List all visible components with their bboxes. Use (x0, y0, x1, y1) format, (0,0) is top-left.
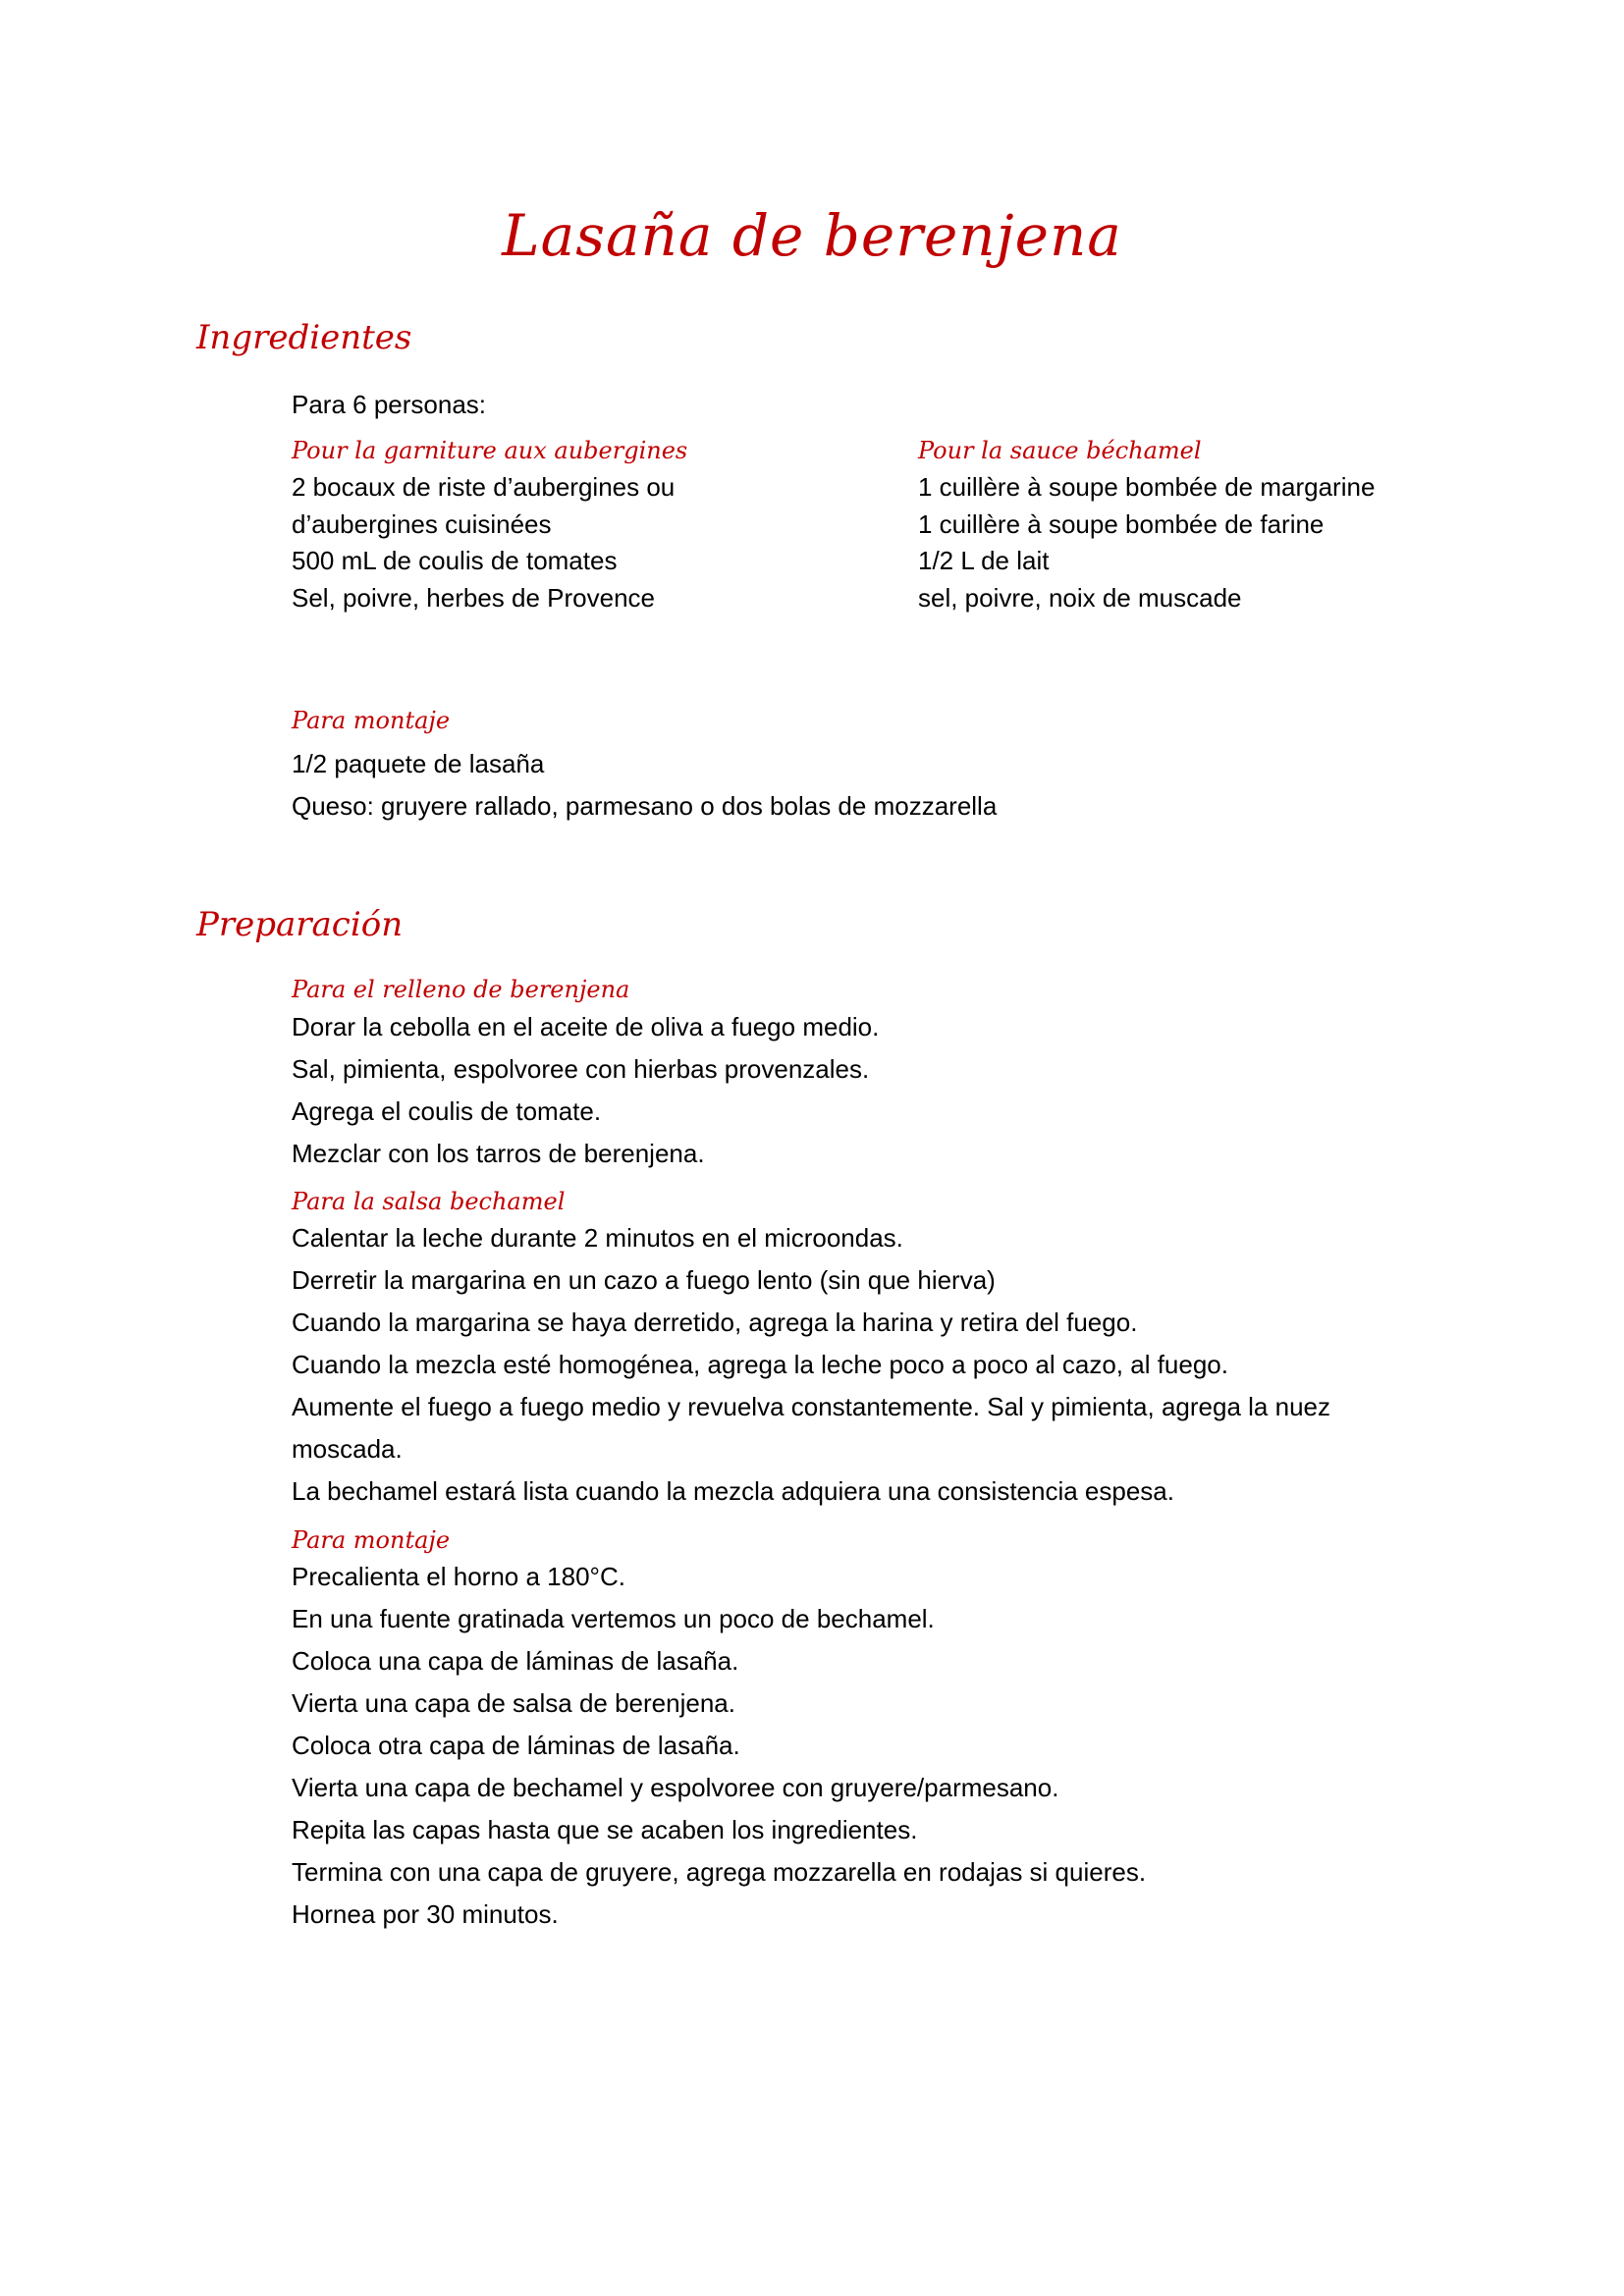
ingredient-item: 1/2 paquete de lasaña (292, 749, 545, 778)
ingredients-heading: Ingredientes (196, 318, 412, 357)
step-item: moscada. (292, 1434, 403, 1464)
step-item: La bechamel estará lista cuando la mezcla adquiera una consistencia espesa. (292, 1476, 1174, 1506)
step-item: Calentar la leche durante 2 minutos en el microondas. (292, 1223, 903, 1253)
step-item: Precalienta el horno a 180°C. (292, 1562, 625, 1591)
step-item: Aumente el fuego a fuego medio y revuelva constantemente. Sal y pimienta, agrega la nuez (292, 1392, 1330, 1421)
ingredient-item: 1 cuillère à soupe bombée de farine (918, 508, 1325, 539)
bechamel-list (918, 469, 1375, 616)
ingredient-item: sel, poivre, noix de muscade (918, 582, 1242, 613)
ingredient-item: 500 mL de coulis de tomates (292, 546, 618, 575)
ingredient-item: d’aubergines cuisinées (292, 508, 552, 539)
ingredient-item: Queso: gruyere rallado, parmesano o dos bolas de mozzarella (292, 791, 998, 821)
relleno-steps (292, 1006, 879, 1175)
recipe-title: Lasaña de berenjena (502, 202, 1122, 269)
step-item: Vierta una capa de bechamel y espolvoree con gruyere/parmesano. (292, 1773, 1059, 1802)
bechamel-subheading: Pour la sauce béchamel (918, 437, 1202, 464)
step-item: Coloca una capa de láminas de lasaña. (292, 1646, 739, 1676)
garniture-subheading: Pour la garniture aux aubergines (292, 437, 688, 464)
step-item: Repita las capas hasta que se acaben los ingredientes. (292, 1815, 918, 1844)
salsa-steps (292, 1217, 1330, 1513)
garniture-list (292, 469, 675, 616)
step-item: Hornea por 30 minutos. (292, 1899, 559, 1929)
montaje-ingredients-subheading: Para montaje (292, 707, 451, 734)
step-item: Mezclar con los tarros de berenjena. (292, 1139, 705, 1168)
step-item: Agrega el coulis de tomate. (292, 1096, 602, 1126)
step-item: Vierta una capa de salsa de berenjena. (292, 1688, 735, 1718)
preparation-heading: Preparación (196, 905, 404, 944)
step-item: Dorar la cebolla en el aceite de oliva a fuego medio. (292, 1012, 880, 1041)
step-item: Cuando la mezcla esté homogénea, agrega la leche poco a poco al cazo, al fuego. (292, 1350, 1228, 1379)
ingredient-item: 2 bocaux de riste d’aubergines ou (292, 472, 676, 502)
montaje-steps-subheading: Para montaje (292, 1526, 451, 1554)
step-item: Coloca otra capa de láminas de lasaña. (292, 1731, 740, 1760)
ingredient-item: 1/2 L de lait (918, 546, 1050, 575)
salsa-subheading: Para la salsa bechamel (292, 1188, 566, 1215)
step-item: Termina con una capa de gruyere, agrega mozzarella en rodajas si quieres. (292, 1857, 1147, 1887)
step-item: Cuando la margarina se haya derretido, agrega la harina y retira del fuego. (292, 1308, 1138, 1337)
ingredient-item: 1 cuillère à soupe bombée de margarine (918, 472, 1376, 502)
step-item: Derretir la margarina en un cazo a fuego lento (sin que hierva) (292, 1265, 996, 1295)
servings-text: Para 6 personas: (292, 390, 487, 419)
relleno-subheading: Para el relleno de berenjena (292, 976, 630, 1003)
montaje-ingredients-list (292, 743, 997, 828)
ingredient-item: Sel, poivre, herbes de Provence (292, 582, 655, 613)
montaje-steps (292, 1556, 1146, 1936)
step-item: Sal, pimienta, espolvoree con hierbas provenzales. (292, 1054, 870, 1084)
step-item: En una fuente gratinada vertemos un poco de bechamel. (292, 1604, 935, 1633)
